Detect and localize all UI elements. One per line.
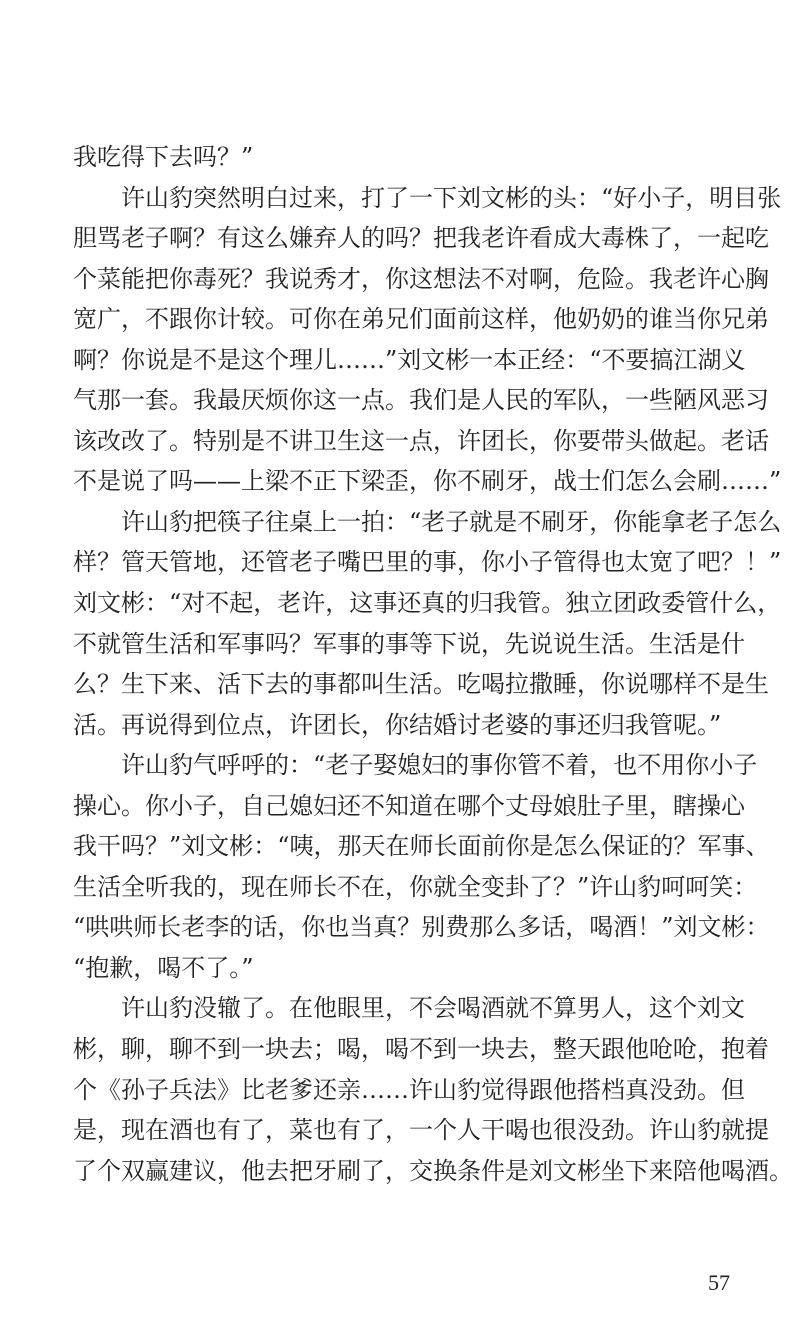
text-line: 许山豹气呼呼的：“老子娶媳妇的事你管不着，也不用你小子 [73,751,758,780]
text-line: 样？管天管地，还管老子嘴巴里的事，你小子管得也太宽了吧？！” [73,548,782,577]
text-line: 许山豹把筷子往桌上一拍：“老子就是不刷牙，你能拿老子怎么 [73,507,782,536]
text-line: 我吃得下去吗？” [73,143,254,171]
text-line: 不是说了吗——上梁不正下梁歪，你不刷牙，战士们怎么会刷……” [73,467,782,496]
text-line: 个《孙子兵法》比老爹还亲……许山豹觉得跟他搭档真没劲。但 [73,1075,745,1104]
text-line: 不就管生活和军事吗？军事的事等下说，先说说生活。生活是什 [73,629,745,658]
text-line: 活。再说得到位点，许团长，你结婚讨老婆的事还归我管呢。” [73,710,722,739]
text-line: 了个双赢建议，他去把牙刷了，交换条件是刘文彬坐下来陪他喝酒。 [73,1156,793,1185]
page-number: 57 [708,1270,730,1295]
text-line: 啊？你说是不是这个理儿……”刘文彬一本正经：“不要搞江湖义 [73,345,746,374]
text-line: 气那一套。我最厌烦你这一点。我们是人民的军队，一些陋风恶习 [73,386,769,415]
text-line: 个菜能把你毒死？我说秀才，你这想法不对啊，危险。我老许心胸 [73,264,769,293]
text-line: 我干吗？”刘文彬：“咦，那天在师长面前你是怎么保证的？军事、 [73,832,770,861]
text-line: 刘文彬：“对不起，老许，这事还真的归我管。独立团政委管什么， [73,589,782,618]
text-line: “抱歉，喝不了。” [73,953,254,982]
text-line: 操心。你小子，自己媳妇还不知道在哪个丈母娘肚子里，瞎操心 [73,791,745,820]
text-line: 胆骂老子啊？有这么嫌弃人的吗？把我老许看成大毒株了，一起吃 [73,224,769,253]
body-text [73,137,793,1191]
text-line: 宽广，不跟你计较。可你在弟兄们面前这样，他奶奶的谁当你兄弟 [73,305,769,334]
text-line: 许山豹突然明白过来，打了一下刘文彬的头：“好小子，明目张 [73,183,782,212]
text-line: 生活全听我的，现在师长不在，你就全变卦了？”许山豹呵呵笑： [73,872,758,901]
text-line: 该改改了。特别是不讲卫生这一点，许团长，你要带头做起。老话 [73,426,769,455]
text-line: 彬，聊，聊不到一块去；喝，喝不到一块去，整天跟他呛呛，抱着 [73,1035,769,1064]
text-line: 么？生下来、活下去的事都叫生活。吃喝拉撒睡，你说哪样不是生 [73,670,769,699]
text-line: 是，现在酒也有了，菜也有了，一个人干喝也很没劲。许山豹就提 [73,1116,769,1145]
text-line: “哄哄师长老李的话，你也当真？别费那么多话，喝酒！”刘文彬： [73,913,770,942]
text-line: 许山豹没辙了。在他眼里，不会喝酒就不算男人，这个刘文 [73,994,745,1023]
